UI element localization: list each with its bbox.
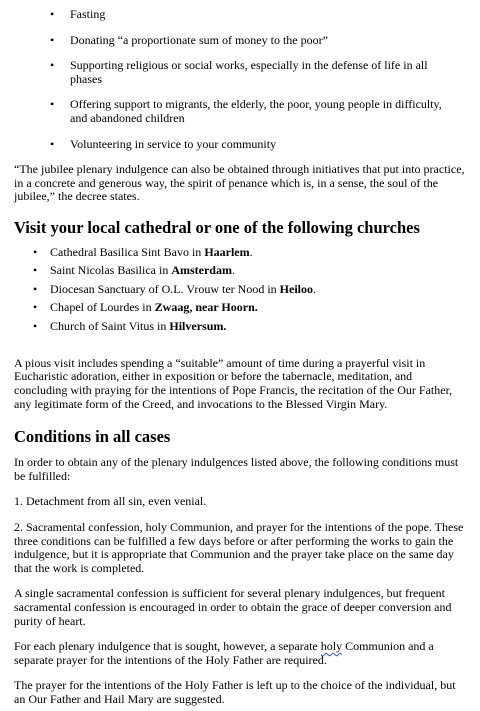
prayer-paragraph: The prayer for the intentions of the Holy Father is left up to the choice of the individual, but an Our Father and Hail Mary are suggested. bbox=[14, 678, 456, 706]
list-item: • Volunteering in service to your community bbox=[14, 138, 466, 152]
church-name: Church of Saint Vitus in bbox=[50, 318, 170, 333]
condition-2: 2. Sacramental confession, holy Communion, and prayer for the intentions of the pope. These three conditions can be fulfilled a few days before or after performing the works to gain the indulgence, but it is appropriate that Communion and the prayer take place on the same day that the work is completed. bbox=[14, 520, 464, 575]
list-item: • Supporting religious or social works, especially in the defense of life in all phases bbox=[14, 59, 466, 86]
church-name: Cathedral Basilica Sint Bavo in bbox=[50, 244, 205, 259]
church-name: Saint Nicolas Basilica in bbox=[50, 263, 172, 278]
church-place: Hilversum. bbox=[169, 318, 227, 333]
churches-list bbox=[14, 243, 466, 335]
list-item bbox=[14, 243, 466, 261]
document-page bbox=[0, 8, 480, 711]
communion-text-after: Communion and a separate prayer for the intentions of the Holy Father are required. bbox=[14, 639, 434, 667]
church-place: Haarlem bbox=[204, 244, 250, 259]
church-place: Amsterdam bbox=[171, 263, 232, 278]
pious-visit-paragraph: A pious visit includes spending a “suitable” amount of time during a prayerful visit in Eucharistic adoration, either in exposition or before the tabernacle, meditation, and concluding with praying for the intentions of Pope Francis, the recitation of the Our Father, any legitimate form of the Creed, and invocations to the Blessed Virgin Mary. bbox=[14, 355, 453, 411]
church-end: . bbox=[249, 244, 253, 259]
list-item bbox=[14, 298, 466, 316]
conditions-heading: Conditions in all cases bbox=[14, 427, 171, 447]
list-item bbox=[14, 261, 466, 279]
church-name: Diocesan Sanctuary of O.L. Vrouw ter Nood in bbox=[50, 281, 280, 296]
list-item bbox=[14, 317, 466, 335]
list-item bbox=[14, 280, 466, 298]
church-place: Zwaag, near Hoorn. bbox=[154, 300, 258, 315]
practices-list bbox=[14, 8, 466, 151]
church-end: . bbox=[231, 263, 235, 278]
church-end: . bbox=[313, 281, 316, 296]
church-place: Heiloo bbox=[279, 281, 313, 296]
list-item: • Offering support to migrants, the elderly, the poor, young people in difficulty, and abandoned children bbox=[14, 98, 466, 125]
condition-1: 1. Detachment from all sin, even venial. bbox=[14, 494, 207, 509]
spellcheck-flagged-word[interactable]: holy bbox=[320, 639, 343, 654]
visit-heading: Visit your local cathedral or one of the following churches bbox=[14, 217, 420, 237]
church-name: Chapel of Lourdes in bbox=[50, 300, 155, 315]
list-item: • Fasting bbox=[14, 8, 466, 22]
communion-paragraph bbox=[14, 640, 466, 667]
communion-text-before: For each plenary indulgence that is sought, however, a separate bbox=[14, 639, 321, 654]
confession-paragraph: A single sacramental confession is sufficient for several plenary indulgences, but frequent sacramental confession is encouraged in order to obtain the grace of deeper conversion and purity of heart. bbox=[14, 586, 452, 628]
conditions-intro: In order to obtain any of the plenary indulgences listed above, the following conditions must be fulfilled: bbox=[14, 455, 459, 483]
list-item: • Donating “a proportionate sum of money to the poor” bbox=[14, 34, 466, 48]
decree-quote: “The jubilee plenary indulgence can also be obtained through initiatives that put into practice, in a concrete and generous way, the spirit of penance which is, in a sense, the soul of the jubilee,” the decree states. bbox=[14, 162, 465, 204]
